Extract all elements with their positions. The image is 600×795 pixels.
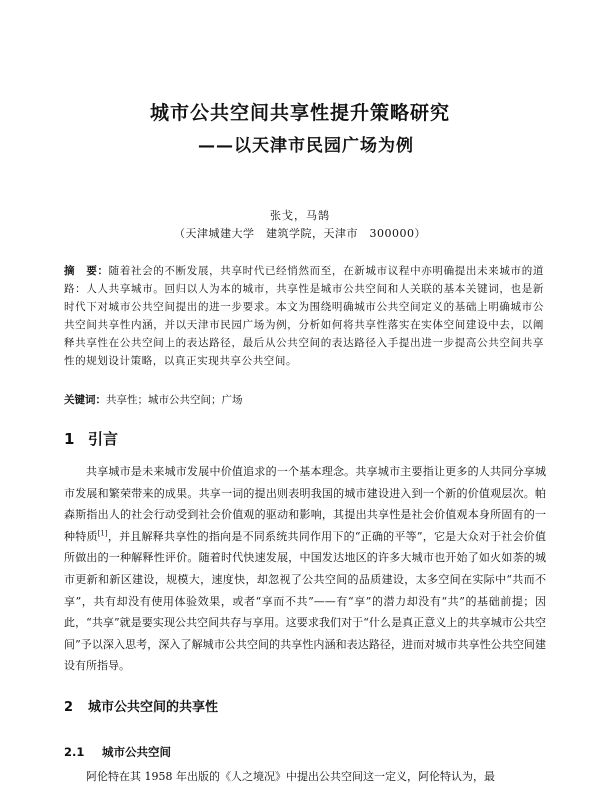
paper-subtitle: ——以天津市民园广场为例 xyxy=(198,136,414,156)
section-1-text-b: ，并且解释共享性的指向是不同系统共同作用下的“正确的平等”，它是大众对于社会价值所做出的一种解释性评价。随着时代快速发展，中国发达地区的许多大城市也开始了如火如荼的城市更新和新区建设，规模大，速度快，却忽视了公共空间的品质建设，太多空间在实际中“共而不享”，共有却没有使用体验效果，或者“享而不共”——有“享”的潜力却没有“共”的基础前提；因此，“共享”就是要实现公共空间共存与享用。这要求我们对于“什么是真正意义上的共享城市公共空间”予以深入思考，深入了解城市公共空间的共享性内涵和表达路径，进而对城市共享性公共空间建设有所指导。 xyxy=(64,529,546,673)
abstract-text: 随着社会的不断发展，共享时代已经悄然而至，在新城市议程中亦明确提出未来城市的道路：人人共享城市。回归以人为本的城市，共享性是城市公共空间和人关联的基本关键词，也是新时代下对城市公共空间提出的进一步要求。本文为围绕明确城市公共空间定义的基础上明确城市公共空间共享性内涵，并以天津市民园广场为例，分析如何将共享性落实在实体空间建设中去，以阐释共享性在公共空间上的表达路径，最后从公共空间的表达路径入手提出进一步提高公共空间共享性的规划设计策略，以真正实现共享公共空间。 xyxy=(64,265,544,367)
keywords-label: 关键词： xyxy=(64,394,106,406)
section-1-paragraph xyxy=(64,461,546,677)
abstract xyxy=(64,262,544,370)
section-2-1-title: 城市公共空间 xyxy=(102,745,171,759)
paper-affiliation: （天津城建大学 建筑学院，天津市 300000） xyxy=(174,227,426,240)
citation-1: [1] xyxy=(97,529,108,538)
keywords xyxy=(64,392,544,408)
section-2-number: 2 xyxy=(64,700,74,715)
section-2-heading xyxy=(64,696,218,715)
section-1-title: 引言 xyxy=(88,430,119,448)
keywords-text: 共享性；城市公共空间；广场 xyxy=(106,394,243,406)
section-1-text-a: 共享城市是未来城市发展中价值追求的一个基本理念。共享城市主要指让更多的人共同分享城市发展和繁荣带来的成果。共享一词的提出则表明我国的城市建设进入到一个新的价值观层次。帕森斯指出人的社会行动受到社会价值观的驱动和影响，其提出共享性是社会价值观本身所固有的一种特质 xyxy=(64,465,546,543)
section-2-1-number: 2.1 xyxy=(64,745,85,759)
paper-title: 城市公共空间共享性提升策略研究 xyxy=(149,102,450,124)
paper-authors: 张戈，马鹄 xyxy=(270,209,330,222)
abstract-label: 摘 要： xyxy=(64,265,109,277)
section-2-title: 城市公共空间的共享性 xyxy=(88,700,219,715)
section-1-number: 1 xyxy=(64,430,75,448)
section-2-1-paragraph: 阿伦特在其 1958 年出版的《人之境况》中提出公共空间这一定义，阿伦特认为，最 xyxy=(86,770,495,783)
section-1-heading xyxy=(64,428,118,449)
section-2-1-heading xyxy=(64,744,171,760)
